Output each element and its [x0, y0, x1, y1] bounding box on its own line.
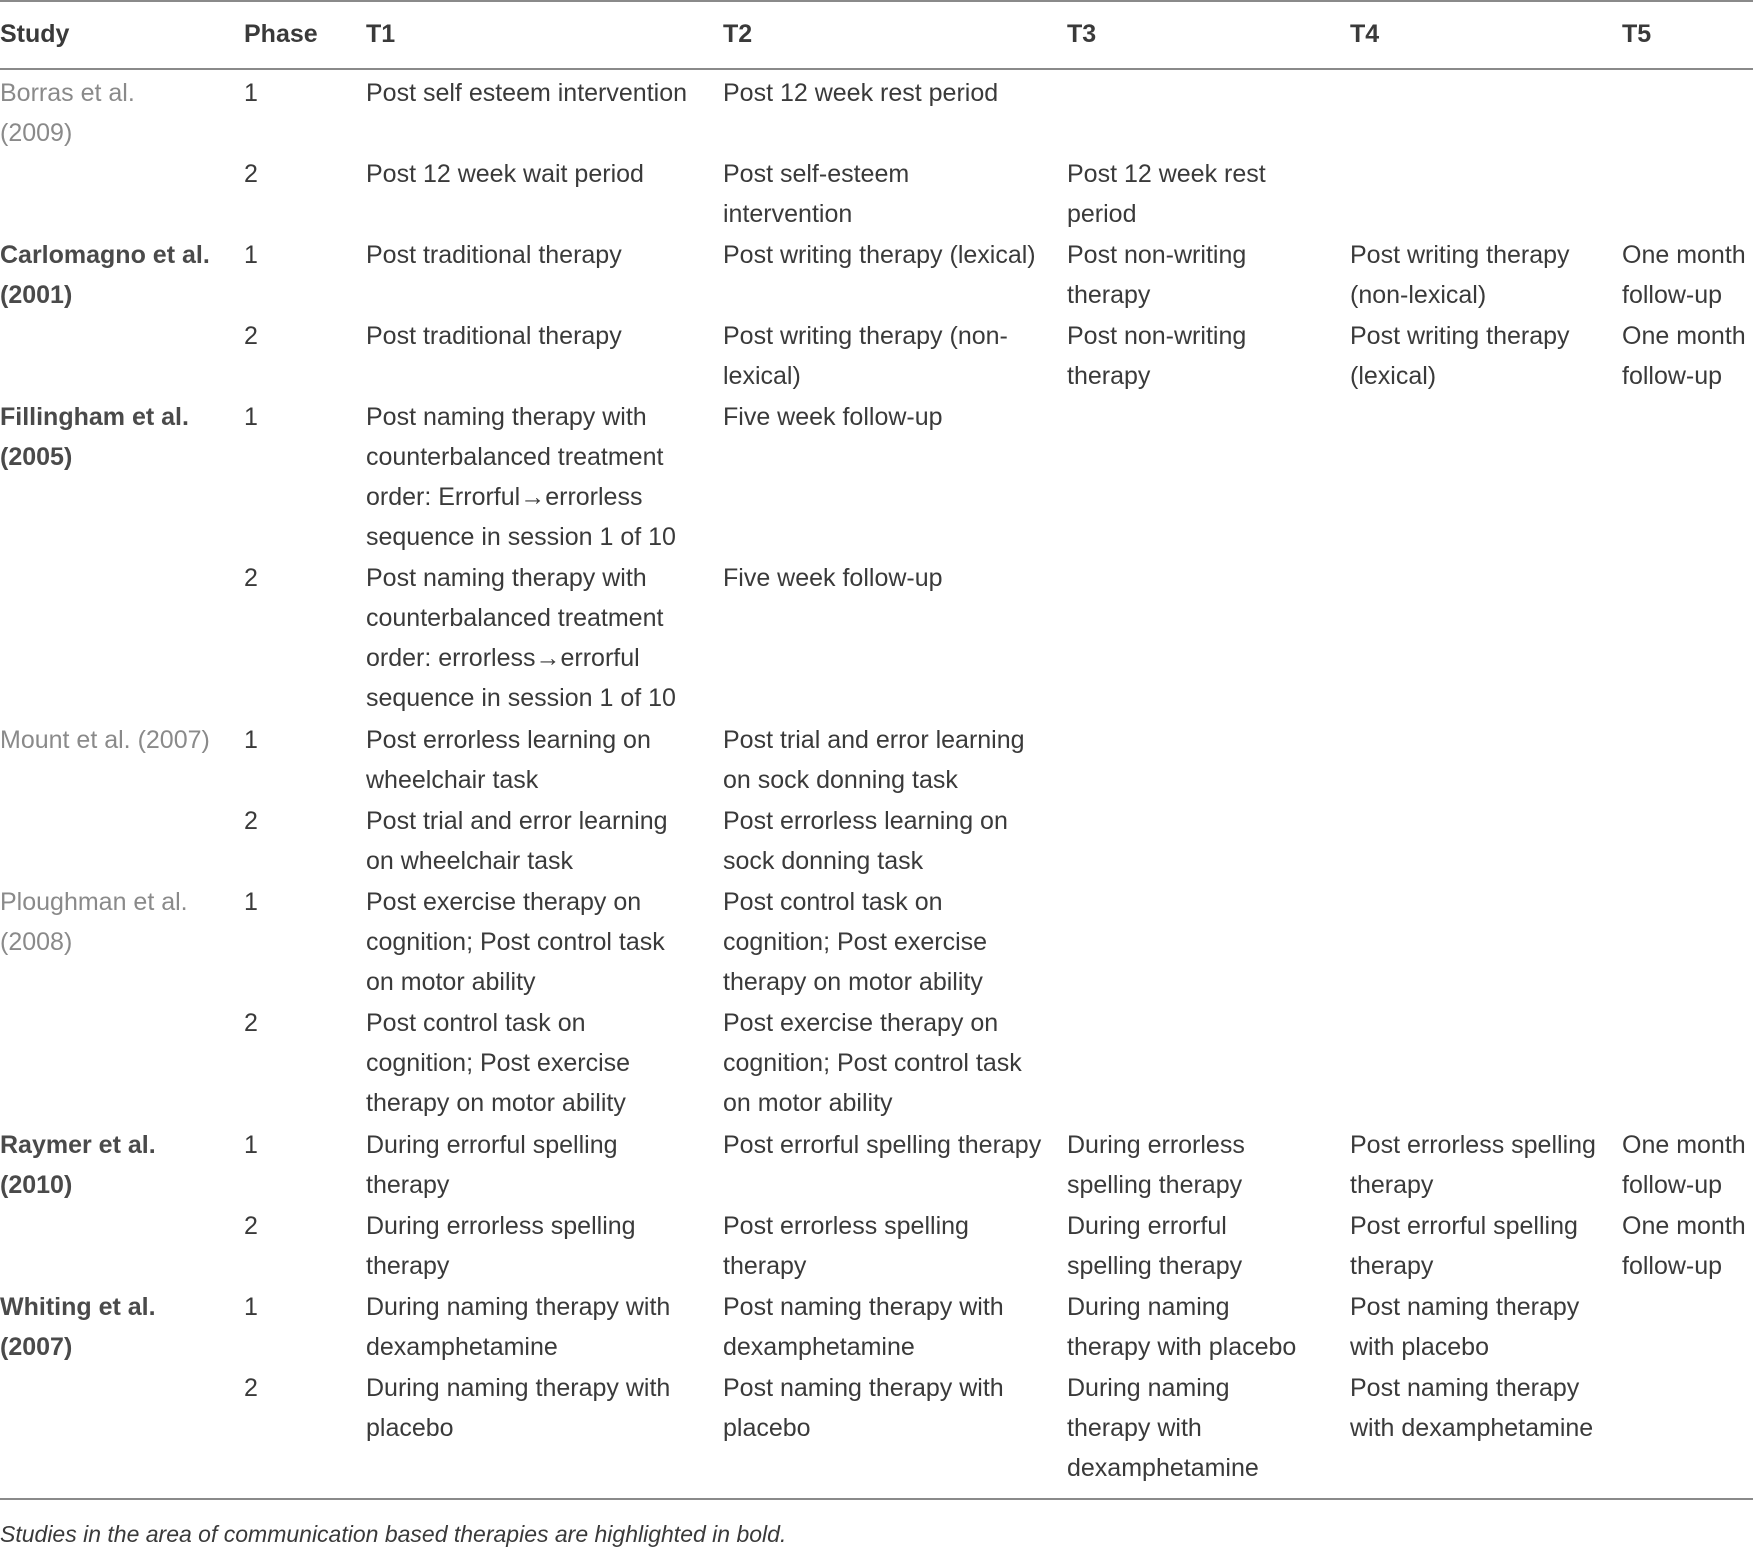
cell-study: Whiting et al. (2007)	[0, 1293, 156, 1361]
cell-t3: During errorful spelling therapy	[1067, 1212, 1243, 1280]
cell-t3: During errorless spelling therapy	[1067, 1131, 1245, 1199]
header-t3: T3	[1067, 20, 1097, 48]
cell-t5: One month follow-up	[1622, 241, 1746, 309]
cell-t1: During naming therapy with dexamphetamine	[366, 1293, 671, 1361]
header-t5: T5	[1622, 20, 1652, 48]
header-t4: T4	[1350, 20, 1380, 48]
cell-phase: 2	[244, 1212, 258, 1240]
cell-study: Mount et al. (2007)	[0, 726, 210, 754]
header-phase: Phase	[244, 20, 318, 48]
header-t2: T2	[723, 20, 753, 48]
cell-t1: During errorful spelling therapy	[366, 1131, 618, 1199]
cell-phase: 2	[244, 1374, 258, 1402]
cell-t4: Post errorful spelling therapy	[1350, 1212, 1578, 1280]
cell-phase: 1	[244, 79, 258, 107]
cell-t1: Post control task on cognition; Post exercise therapy on motor ability	[366, 1009, 631, 1117]
cell-t2: Post exercise therapy on cognition; Post control task on motor ability	[723, 1009, 1022, 1117]
cell-t2: Post trial and error learning on sock donning task	[723, 726, 1025, 794]
cell-t2: Post naming therapy with placebo	[723, 1374, 1004, 1442]
cell-t4: Post naming therapy with placebo	[1350, 1293, 1580, 1361]
cell-t1: Post trial and error learning on wheelchair task	[366, 807, 668, 875]
cell-phase: 2	[244, 564, 258, 592]
cell-t2: Post control task on cognition; Post exercise therapy on motor ability	[723, 888, 988, 996]
cell-t1: Post traditional therapy	[366, 241, 622, 269]
cell-t1: Post 12 week wait period	[366, 160, 644, 188]
cell-t2: Post errorful spelling therapy	[723, 1131, 1042, 1159]
cell-t1: Post self esteem intervention	[366, 79, 687, 107]
cell-study: Carlomagno et al. (2001)	[0, 241, 210, 309]
cell-t4: Post naming therapy with dexamphetamine	[1350, 1374, 1594, 1442]
cell-t3: Post non-writing therapy	[1067, 241, 1247, 309]
cell-t1: During naming therapy with placebo	[366, 1374, 671, 1442]
cell-t2: Post errorless spelling therapy	[723, 1212, 969, 1280]
table-header-rule	[0, 68, 1753, 70]
cell-t2: Post self-esteem intervention	[723, 160, 910, 228]
cell-t2: Post errorless learning on sock donning task	[723, 807, 1008, 875]
cell-phase: 2	[244, 1009, 258, 1037]
cell-t2: Post 12 week rest period	[723, 79, 999, 107]
cell-t1: Post errorless learning on wheelchair task	[366, 726, 651, 794]
cell-t3: During naming therapy with placebo	[1067, 1293, 1297, 1361]
cell-phase: 2	[244, 322, 258, 350]
cell-t1: Post naming therapy with counterbalanced treatment order: Errorful→errorless sequence in session 1 of 10	[366, 403, 676, 551]
cell-study: Fillingham et al. (2005)	[0, 403, 189, 471]
table-bottom-rule	[0, 1498, 1753, 1500]
header-study: Study	[0, 20, 70, 48]
cell-study: Ploughman et al. (2008)	[0, 888, 188, 956]
cell-t4: Post writing therapy (non-lexical)	[1350, 241, 1570, 309]
cell-study: Borras et al. (2009)	[0, 79, 135, 147]
cell-t5: One month follow-up	[1622, 1131, 1746, 1199]
cell-t1: Post traditional therapy	[366, 322, 622, 350]
cell-t4: Post errorless spelling therapy	[1350, 1131, 1596, 1199]
cell-phase: 1	[244, 888, 258, 916]
cell-t2: Post writing therapy (lexical)	[723, 241, 1036, 269]
cell-phase: 2	[244, 807, 258, 835]
cell-phase: 1	[244, 403, 258, 431]
cell-phase: 1	[244, 1293, 258, 1321]
cell-t3: Post non-writing therapy	[1067, 322, 1247, 390]
cell-phase: 1	[244, 241, 258, 269]
header-t1: T1	[366, 20, 396, 48]
cell-phase: 2	[244, 160, 258, 188]
cell-t3: During naming therapy with dexamphetamine	[1067, 1374, 1259, 1482]
cell-t3: Post 12 week rest period	[1067, 160, 1266, 228]
cell-study: Raymer et al. (2010)	[0, 1131, 156, 1199]
cell-t2: Post naming therapy with dexamphetamine	[723, 1293, 1004, 1361]
cell-t1: Post exercise therapy on cognition; Post control task on motor ability	[366, 888, 665, 996]
cell-t2: Post writing therapy (non-lexical)	[723, 322, 1008, 390]
cell-t2: Five week follow-up	[723, 564, 943, 592]
cell-t5: One month follow-up	[1622, 322, 1746, 390]
cell-t2: Five week follow-up	[723, 403, 943, 431]
cell-phase: 1	[244, 726, 258, 754]
cell-t5: One month follow-up	[1622, 1212, 1746, 1280]
cell-phase: 1	[244, 1131, 258, 1159]
cell-t1: Post naming therapy with counterbalanced treatment order: errorless→errorful sequence in session 1 of 10	[366, 564, 676, 712]
table-footnote: Studies in the area of communication based therapies are highlighted in bold.	[0, 1521, 787, 1547]
cell-t4: Post writing therapy (lexical)	[1350, 322, 1570, 390]
cell-t1: During errorless spelling therapy	[366, 1212, 636, 1280]
table-header-row	[0, 0, 1753, 68]
